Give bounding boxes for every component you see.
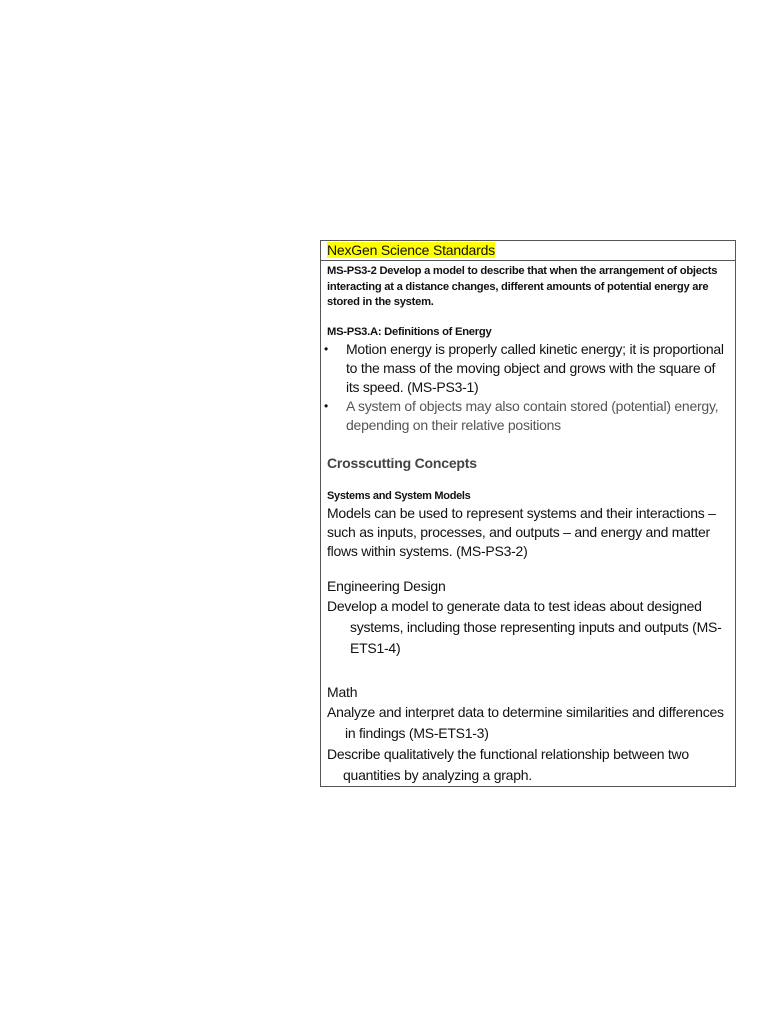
crosscutting-heading: Crosscutting Concepts — [327, 454, 477, 471]
math-item: Analyze and interpret data to determine similarities and differences in findings (MS-ETS1-3) — [327, 703, 724, 741]
list-item — [324, 340, 731, 397]
header-title: NexGen Science Standards — [327, 242, 495, 258]
math-heading: Math — [327, 683, 358, 700]
definitions-list — [324, 340, 731, 435]
standards-content — [321, 261, 735, 786]
bullet-text: A system of objects may also contain stored (potential) energy, depending on their relative positions — [346, 397, 719, 433]
bullet-icon: • — [324, 398, 328, 413]
header-row — [321, 241, 735, 261]
engineering-heading: Engineering Design — [327, 577, 446, 594]
bullet-text: Motion energy is properly called kinetic energy; it is proportional to the mass of the moving object and grows with the square of its speed. (MS-PS3-1) — [346, 340, 724, 395]
standards-box — [320, 240, 736, 787]
systems-subheading: Systems and System Models — [327, 489, 471, 502]
engineering-text: Develop a model to generate data to test ideas about designed systems, including those representing inputs and outputs (MS-ETS1-4) — [327, 597, 722, 656]
systems-text: Models can be used to represent systems and their interactions – such as inputs, processes, and outputs – and energy and matter flows within systems. (MS-PS3-2) — [327, 504, 716, 559]
standard-title: MS-PS3-2 Develop a model to describe that when the arrangement of objects interacting at a distance changes, different amounts of potential energy are stored in the system. — [327, 265, 718, 308]
bullet-icon: • — [324, 341, 328, 356]
list-item — [324, 397, 731, 435]
math-item: Describe qualitatively the functional relationship between two quantities by analyzing a graph. — [327, 745, 689, 783]
definitions-heading: MS-PS3.A: Definitions of Energy — [327, 325, 492, 338]
